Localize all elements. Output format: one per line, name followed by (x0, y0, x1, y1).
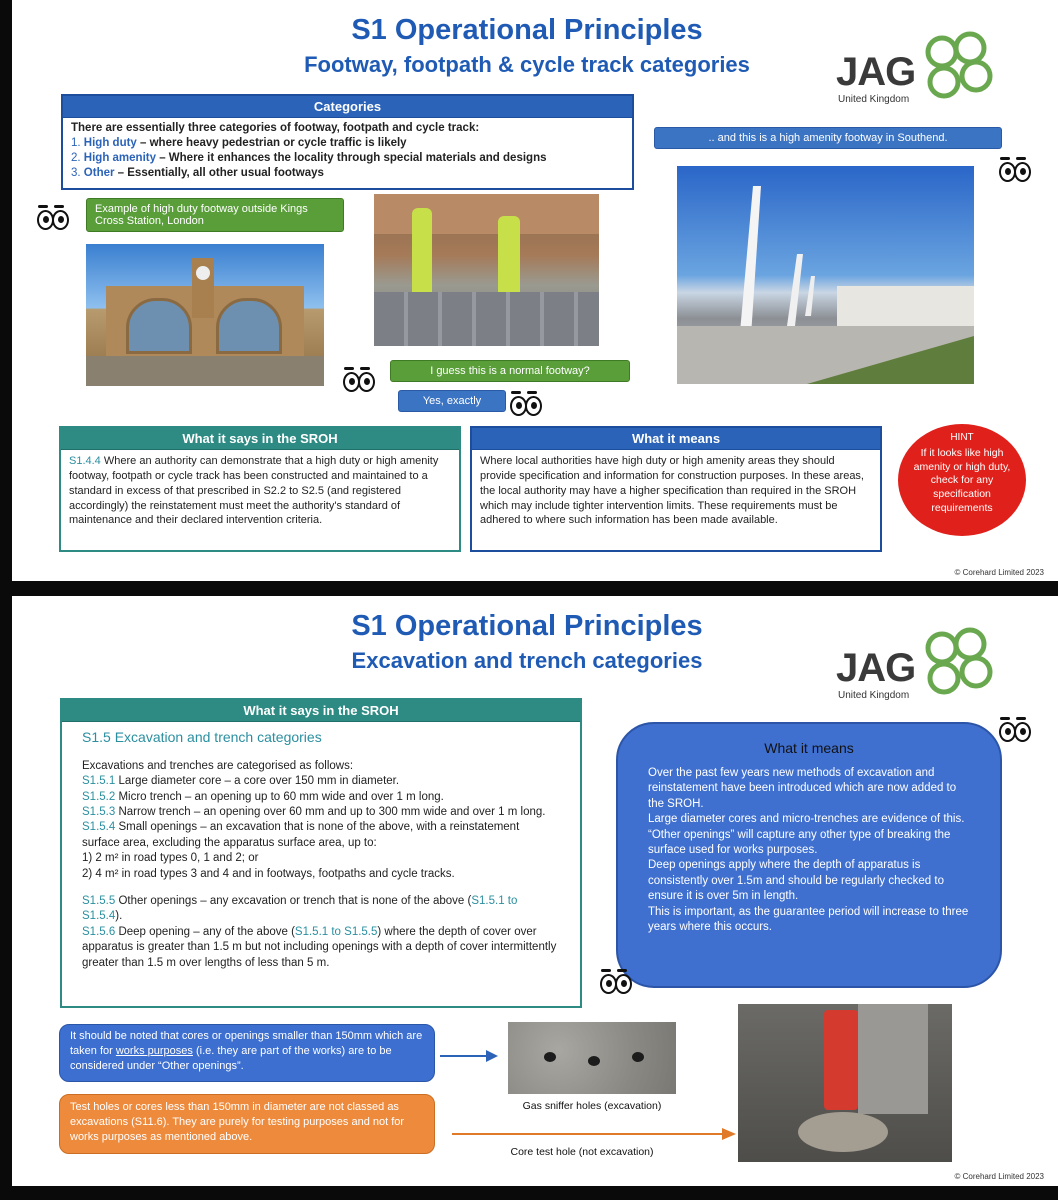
slide2-means-header: What it means (764, 740, 854, 756)
note-test-holes: Test holes or cores less than 150mm in diameter are not classed as excavations (S11.6). They are purely for testing purposes and not for works purposes as mentioned above. (59, 1094, 435, 1154)
slide2-says-panel (60, 698, 582, 1008)
hint-text: If it looks like high amenity or high duty, check for any specification requirements (913, 447, 1011, 514)
clause-s151: S1.5.1 Large diameter core – a core over 150 mm in diameter. (82, 775, 400, 788)
southend-photo (677, 166, 974, 384)
category-item: 2. High amenity – Where it enhances the locality through special materials and designs (71, 151, 547, 164)
copyright: © Corehard Limited 2023 (954, 1172, 1044, 1181)
callout-southend: .. and this is a high amenity footway in Southend. (654, 127, 1002, 149)
callout-yes-exactly: Yes, exactly (398, 390, 506, 412)
cartoon-eyes-icon (342, 366, 376, 392)
means-line: Over the past few years new methods of excavation and reinstatement have been introduced which are now added to the SROH. (648, 767, 957, 810)
kings-cross-photo (86, 244, 324, 386)
jag-logo (836, 30, 1016, 110)
categories-intro: There are essentially three categories of footway, footpath and cycle track: (71, 122, 480, 134)
note-works-purposes: It should be noted that cores or openings smaller than 150mm which are taken for works purposes (i.e. they are part of the works) are to be considered under “Other openings”. (59, 1024, 435, 1082)
logo-subtext: United Kingdom (838, 690, 910, 701)
clause-s154-b: 2) 4 m² in road types 3 and 4 and in footways, footpaths and cycle tracks. (82, 867, 455, 880)
logo-text: JAG (836, 50, 916, 94)
clause-s156: S1.5.6 Deep opening – any of the above (S1.5.1 to S1.5.5) where the depth of cover over apparatus is greater than 1.5 m but not including openings with a depth of cover intermittently greater than 1.5 m over lengths of less than 5 m. (82, 925, 557, 969)
cartoon-eyes-icon (36, 204, 70, 230)
hint-label: HINT (950, 432, 974, 443)
slide1-says-panel (59, 426, 461, 552)
slide-footway-categories (12, 0, 1058, 581)
cartoon-eyes-icon (509, 390, 543, 416)
cloverleaf-logo-icon (914, 626, 1004, 700)
categories-panel (61, 94, 634, 190)
means-line: Deep openings apply where the depth of apparatus is consistently over 1.5m and should be regularly checked to ensure it is over 5m in length. (648, 859, 944, 903)
arrow-right-icon (440, 1048, 500, 1064)
slide1-says-text: Where an authority can demonstrate that a high duty or high amenity footway, footpath or cycle track has been constructed and maintained to a standard in excess of that prescribed in S2.2 to S2.5 (and registered accordingly) the reinstatement must meet the authority's standard of maintenance and their declared intervention criteria. (69, 455, 439, 527)
slide1-means-header: What it means (472, 428, 880, 450)
jag-logo (836, 626, 1016, 706)
workers-footway-photo (374, 194, 599, 346)
callout-normal-footway: I guess this is a normal footway? (390, 360, 630, 382)
caption-core-test-hole: Core test hole (not excavation) (510, 1146, 654, 1158)
slide2-means-panel (616, 722, 1002, 988)
slide2-subtitle: Excavation and trench categories (351, 648, 703, 673)
cartoon-eyes-icon (599, 968, 633, 994)
slide-excavation-categories (12, 596, 1058, 1186)
cloverleaf-logo-icon (914, 30, 1004, 104)
logo-subtext: United Kingdom (838, 94, 910, 105)
caption-gas-sniffer: Gas sniffer holes (excavation) (522, 1100, 662, 1112)
category-item: 1. High duty – where heavy pedestrian or cycle traffic is likely (71, 136, 407, 149)
section-title: S1.5 Excavation and trench categories (82, 729, 322, 745)
slide2-says-header: What it says in the SROH (62, 700, 580, 722)
copyright: © Corehard Limited 2023 (954, 568, 1044, 577)
slide1-means-panel (470, 426, 882, 552)
cartoon-eyes-icon (998, 156, 1032, 182)
cartoon-eyes-icon (998, 716, 1032, 742)
clause-s155: S1.5.5 Other openings – any excavation or trench that is none of the above (S1.5.1 to S1.5.4). (82, 895, 518, 923)
slide2-title: S1 Operational Principles (351, 610, 703, 642)
slide1-title: S1 Operational Principles (351, 14, 703, 46)
gas-sniffer-holes-photo (508, 1022, 676, 1094)
clause-s152: S1.5.2 Micro trench – an opening up to 60 mm wide and over 1 m long. (82, 790, 444, 803)
clause-s154-a: 1) 2 m² in road types 0, 1 and 2; or (82, 852, 259, 865)
slide1-means-text: Where local authorities have high duty or high amenity areas they should provide specification and information for construction purposes. In these areas, the local authority may have a higher specification than required in the SROH which may include tighter intervention limits. These requirements must be adhered to where such information has been made available. (480, 455, 864, 527)
hint-badge (898, 424, 1026, 536)
slide1-subtitle: Footway, footpath & cycle track categories (304, 52, 750, 77)
means-line: This is important, as the guarantee period will increase to three years where this occurs. (648, 905, 969, 934)
core-test-hole-photo (738, 1004, 952, 1162)
section-ref: S1.4.4 (69, 455, 101, 467)
slide1-says-header: What it says in the SROH (61, 428, 459, 450)
clause-s154: S1.5.4 Small openings – an excavation that is none of the above, with a reinstatement surface area, excluding the apparatus surface area, up to: (82, 821, 520, 849)
means-line: Large diameter cores and micro-trenches are evidence of this. (648, 813, 965, 826)
categories-header: Categories (63, 96, 632, 118)
clause-s153: S1.5.3 Narrow trench – an opening over 60 mm and up to 300 mm wide and over 1 m long. (82, 805, 546, 818)
means-line: “Other openings” will capture any other type of breaking the surface used for works purposes. (648, 828, 951, 857)
arrow-right-icon (452, 1126, 738, 1142)
logo-text: JAG (836, 646, 916, 690)
says-intro: Excavations and trenches are categorised as follows: (82, 759, 354, 772)
callout-kings-cross: Example of high duty footway outside Kings Cross Station, London (86, 198, 344, 232)
category-item: 3. Other – Essentially, all other usual footways (71, 166, 324, 179)
